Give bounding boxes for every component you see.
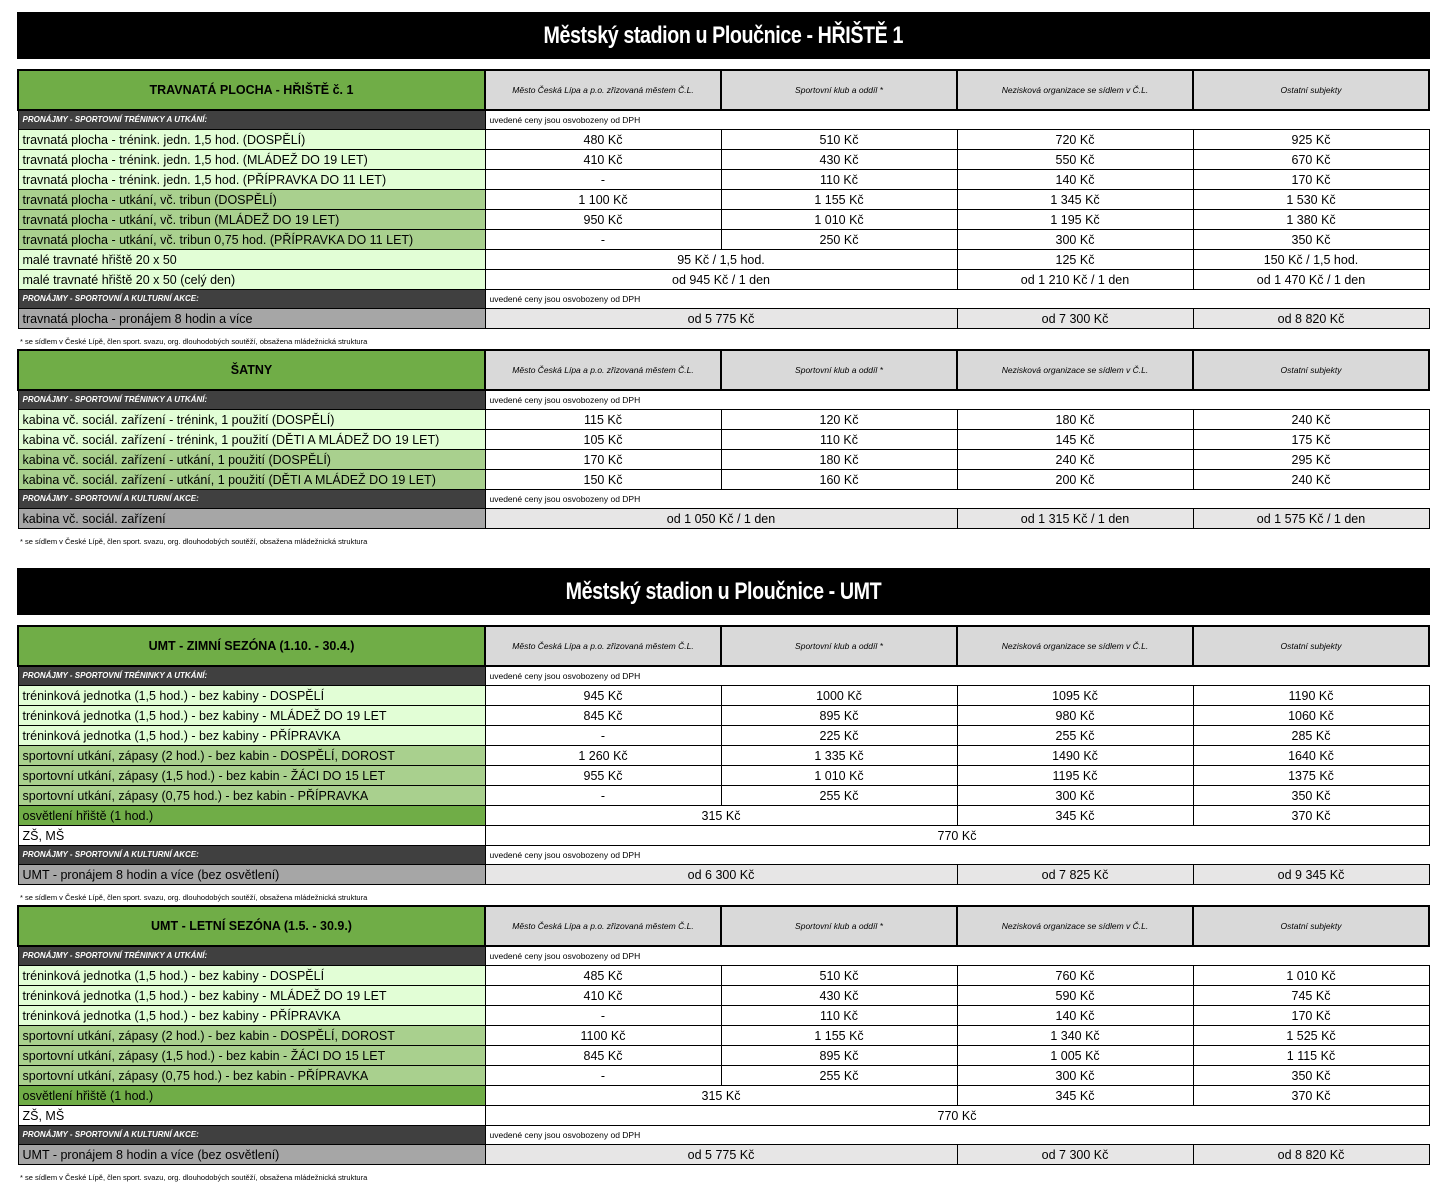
section-label: PRONÁJMY - SPORTOVNÍ TRÉNINKY A UTKÁNÍ: (18, 390, 485, 410)
price-cell: 175 Kč (1193, 430, 1429, 450)
row-label: UMT - pronájem 8 hodin a více (bez osvětlení) (18, 865, 485, 885)
price-cell: - (485, 230, 721, 250)
table-row (18, 686, 1429, 706)
table-header (18, 70, 1429, 110)
table-row (18, 410, 1429, 430)
row-label: tréninková jednotka (1,5 hod.) - bez kabiny - DOSPĚLÍ (18, 966, 485, 986)
price-cell: 350 Kč (1193, 230, 1429, 250)
price-cell: 925 Kč (1193, 130, 1429, 150)
price-cell: 1 380 Kč (1193, 210, 1429, 230)
price-cell: 95 Kč / 1,5 hod. (485, 250, 957, 270)
price-cell: - (485, 726, 721, 746)
price-cell: 895 Kč (721, 706, 957, 726)
vat-note: uvedené ceny jsou osvobozeny od DPH (485, 846, 1429, 865)
section-label: PRONÁJMY - SPORTOVNÍ A KULTURNÍ AKCE: (18, 846, 485, 865)
price-cell: 315 Kč (485, 806, 957, 826)
row-label: kabina vč. sociál. zařízení (18, 509, 485, 529)
price-cell: 670 Kč (1193, 150, 1429, 170)
row-label: tréninková jednotka (1,5 hod.) - bez kabiny - MLÁDEŽ DO 19 LET (18, 986, 485, 1006)
table-row (18, 986, 1429, 1006)
row-label: ZŠ, MŠ (18, 826, 485, 846)
table-title: TRAVNATÁ PLOCHA - HŘIŠTĚ č. 1 (18, 70, 485, 110)
price-cell: 255 Kč (721, 786, 957, 806)
price-cell: od 1 575 Kč / 1 den (1193, 509, 1429, 529)
section-row (18, 490, 1429, 509)
category-city: Město Česká Lípa a p.o. zřizovaná městem Č.L. (485, 626, 721, 666)
table-row (18, 786, 1429, 806)
price-cell: 140 Kč (957, 1006, 1193, 1026)
table-header (18, 906, 1429, 946)
row-label: UMT - pronájem 8 hodin a více (bez osvětlení) (18, 1145, 485, 1165)
section-row (18, 666, 1429, 686)
table-row (18, 706, 1429, 726)
table-row (18, 470, 1429, 490)
price-cell: 300 Kč (957, 786, 1193, 806)
price-cell: 1 530 Kč (1193, 190, 1429, 210)
table-row (18, 170, 1429, 190)
row-label: osvětlení hřiště (1 hod.) (18, 806, 485, 826)
vat-note: uvedené ceny jsou osvobozeny od DPH (485, 390, 1429, 410)
footnote: * se sídlem v České Lípě, člen sport. svazu, org. dlouhodobých soutěží, obsažena mládežnická struktura (20, 537, 368, 546)
price-cell: 1 005 Kč (957, 1046, 1193, 1066)
table-row (18, 1046, 1429, 1066)
price-cell: 745 Kč (1193, 986, 1429, 1006)
row-label: sportovní utkání, zápasy (0,75 hod.) - bez kabin - PŘÍPRAVKA (18, 786, 485, 806)
price-cell: 115 Kč (485, 410, 721, 430)
stadium-banner-hriste (17, 12, 1430, 59)
price-cell: od 1 315 Kč / 1 den (957, 509, 1193, 529)
row-label: osvětlení hřiště (1 hod.) (18, 1086, 485, 1106)
category-nonprofit: Nezisková organizace se sídlem v Č.L. (957, 350, 1193, 390)
table-row (18, 1066, 1429, 1086)
price-cell: 720 Kč (957, 130, 1193, 150)
price-cell: od 1 470 Kč / 1 den (1193, 270, 1429, 290)
table-row (18, 430, 1429, 450)
price-cell: 250 Kč (721, 230, 957, 250)
row-label: tréninková jednotka (1,5 hod.) - bez kabiny - MLÁDEŽ DO 19 LET (18, 706, 485, 726)
table-row (18, 270, 1429, 290)
price-cell: 510 Kč (721, 966, 957, 986)
price-cell: 370 Kč (1193, 1086, 1429, 1106)
table-row (18, 450, 1429, 470)
price-cell: 1 195 Kč (957, 210, 1193, 230)
price-cell: 845 Kč (485, 1046, 721, 1066)
price-cell: 300 Kč (957, 1066, 1193, 1086)
price-cell: 1 100 Kč (485, 190, 721, 210)
category-other: Ostatní subjekty (1193, 350, 1429, 390)
price-cell: 300 Kč (957, 230, 1193, 250)
table-row (18, 1086, 1429, 1106)
price-cell: 945 Kč (485, 686, 721, 706)
section-label: PRONÁJMY - SPORTOVNÍ A KULTURNÍ AKCE: (18, 490, 485, 509)
section-row (18, 290, 1429, 309)
section-row (18, 946, 1429, 966)
row-label: sportovní utkání, zápasy (2 hod.) - bez kabin - DOSPĚLÍ, DOROST (18, 746, 485, 766)
section-label: PRONÁJMY - SPORTOVNÍ A KULTURNÍ AKCE: (18, 1126, 485, 1145)
price-cell: 1 010 Kč (1193, 966, 1429, 986)
price-cell: od 945 Kč / 1 den (485, 270, 957, 290)
vat-note: uvedené ceny jsou osvobozeny od DPH (485, 110, 1429, 130)
price-cell: 150 Kč / 1,5 hod. (1193, 250, 1429, 270)
table-title: UMT - LETNÍ SEZÓNA (1.5. - 30.9.) (18, 906, 485, 946)
price-cell: 760 Kč (957, 966, 1193, 986)
banner-title: Městský stadion u Ploučnice - HŘIŠTĚ 1 (543, 21, 904, 49)
price-cell: 770 Kč (485, 826, 1429, 846)
price-cell: 1 115 Kč (1193, 1046, 1429, 1066)
row-label: travnatá plocha - utkání, vč. tribun (MLÁDEŽ DO 19 LET) (18, 210, 485, 230)
price-cell: 1 260 Kč (485, 746, 721, 766)
price-table-dressing-rooms (17, 349, 1430, 529)
vat-note: uvedené ceny jsou osvobozeny od DPH (485, 290, 1429, 309)
price-cell: 1 525 Kč (1193, 1026, 1429, 1046)
price-table-umt-winter (17, 625, 1430, 885)
price-cell: 140 Kč (957, 170, 1193, 190)
price-cell: 110 Kč (721, 1006, 957, 1026)
table-row (18, 509, 1429, 529)
table-row (18, 726, 1429, 746)
category-sport-club: Sportovní klub a oddíl * (721, 350, 957, 390)
price-cell: - (485, 786, 721, 806)
price-cell: 170 Kč (1193, 170, 1429, 190)
category-sport-club: Sportovní klub a oddíl * (721, 906, 957, 946)
price-cell: 950 Kč (485, 210, 721, 230)
row-label: kabina vč. sociál. zařízení - utkání, 1 použití (DOSPĚLÍ) (18, 450, 485, 470)
price-cell: od 7 300 Kč (957, 309, 1193, 329)
table-row (18, 1006, 1429, 1026)
price-cell: 955 Kč (485, 766, 721, 786)
category-other: Ostatní subjekty (1193, 70, 1429, 110)
row-label: travnatá plocha - pronájem 8 hodin a více (18, 309, 485, 329)
price-cell: od 5 775 Kč (485, 1145, 957, 1165)
price-cell: 170 Kč (1193, 1006, 1429, 1026)
price-cell: 120 Kč (721, 410, 957, 430)
row-label: malé travnaté hřiště 20 x 50 (18, 250, 485, 270)
section-row (18, 390, 1429, 410)
price-cell: 1 010 Kč (721, 766, 957, 786)
section-label: PRONÁJMY - SPORTOVNÍ A KULTURNÍ AKCE: (18, 290, 485, 309)
section-row (18, 1126, 1429, 1145)
price-cell: 225 Kč (721, 726, 957, 746)
price-cell: 180 Kč (957, 410, 1193, 430)
price-table-grass (17, 69, 1430, 329)
table-row (18, 130, 1429, 150)
price-cell: 285 Kč (1193, 726, 1429, 746)
price-cell: 510 Kč (721, 130, 957, 150)
section-row (18, 110, 1429, 130)
price-cell: 1 340 Kč (957, 1026, 1193, 1046)
price-cell: - (485, 1006, 721, 1026)
table-header (18, 626, 1429, 666)
price-cell: 110 Kč (721, 170, 957, 190)
price-cell: od 1 050 Kč / 1 den (485, 509, 957, 529)
category-sport-club: Sportovní klub a oddíl * (721, 70, 957, 110)
price-cell: od 6 300 Kč (485, 865, 957, 885)
price-cell: 1095 Kč (957, 686, 1193, 706)
row-label: travnatá plocha - utkání, vč. tribun (DOSPĚLÍ) (18, 190, 485, 210)
price-cell: 350 Kč (1193, 786, 1429, 806)
category-city: Město Česká Lípa a p.o. zřizovaná městem Č.L. (485, 70, 721, 110)
vat-note: uvedené ceny jsou osvobozeny od DPH (485, 666, 1429, 686)
category-other: Ostatní subjekty (1193, 626, 1429, 666)
price-cell: 1640 Kč (1193, 746, 1429, 766)
price-cell: - (485, 170, 721, 190)
price-cell: 345 Kč (957, 806, 1193, 826)
price-cell: od 5 775 Kč (485, 309, 957, 329)
price-cell: od 9 345 Kč (1193, 865, 1429, 885)
price-cell: 240 Kč (957, 450, 1193, 470)
vat-note: uvedené ceny jsou osvobozeny od DPH (485, 490, 1429, 509)
table-row (18, 1145, 1429, 1165)
price-cell: 430 Kč (721, 986, 957, 1006)
price-cell: 180 Kč (721, 450, 957, 470)
price-cell: 845 Kč (485, 706, 721, 726)
price-cell: od 8 820 Kč (1193, 1145, 1429, 1165)
category-nonprofit: Nezisková organizace se sídlem v Č.L. (957, 906, 1193, 946)
row-label: kabina vč. sociál. zařízení - utkání, 1 použití (DĚTI A MLÁDEŽ DO 19 LET) (18, 470, 485, 490)
price-cell: 1 345 Kč (957, 190, 1193, 210)
price-cell: 480 Kč (485, 130, 721, 150)
price-cell: 550 Kč (957, 150, 1193, 170)
category-city: Město Česká Lípa a p.o. zřizovaná městem Č.L. (485, 906, 721, 946)
category-nonprofit: Nezisková organizace se sídlem v Č.L. (957, 626, 1193, 666)
table-row (18, 210, 1429, 230)
price-cell: 770 Kč (485, 1106, 1429, 1126)
table-row (18, 746, 1429, 766)
price-cell: 170 Kč (485, 450, 721, 470)
price-cell: 1060 Kč (1193, 706, 1429, 726)
price-cell: 590 Kč (957, 986, 1193, 1006)
price-cell: 255 Kč (957, 726, 1193, 746)
price-cell: 1 155 Kč (721, 1026, 957, 1046)
price-cell: 150 Kč (485, 470, 721, 490)
table-title: ŠATNY (18, 350, 485, 390)
price-cell: 485 Kč (485, 966, 721, 986)
price-cell: 110 Kč (721, 430, 957, 450)
banner-title: Městský stadion u Ploučnice - UMT (565, 577, 882, 605)
price-cell: 200 Kč (957, 470, 1193, 490)
price-table-umt-summer (17, 905, 1430, 1165)
row-label: ZŠ, MŠ (18, 1106, 485, 1126)
footnote: * se sídlem v České Lípě, člen sport. svazu, org. dlouhodobých soutěží, obsažena mládežnická struktura (20, 337, 368, 346)
table-row (18, 1026, 1429, 1046)
price-cell: 255 Kč (721, 1066, 957, 1086)
price-cell: od 7 300 Kč (957, 1145, 1193, 1165)
table-row (18, 966, 1429, 986)
section-label: PRONÁJMY - SPORTOVNÍ TRÉNINKY A UTKÁNÍ: (18, 946, 485, 966)
price-cell: 895 Kč (721, 1046, 957, 1066)
table-row (18, 766, 1429, 786)
footnote: * se sídlem v České Lípě, člen sport. svazu, org. dlouhodobých soutěží, obsažena mládežnická struktura (20, 893, 368, 902)
table-header (18, 350, 1429, 390)
price-cell: 315 Kč (485, 1086, 957, 1106)
price-cell: 1 010 Kč (721, 210, 957, 230)
price-cell: 240 Kč (1193, 410, 1429, 430)
price-cell: 1100 Kč (485, 1026, 721, 1046)
row-label: travnatá plocha - trénink. jedn. 1,5 hod. (DOSPĚLÍ) (18, 130, 485, 150)
price-cell: 345 Kč (957, 1086, 1193, 1106)
price-cell: 1 335 Kč (721, 746, 957, 766)
price-cell: 430 Kč (721, 150, 957, 170)
section-label: PRONÁJMY - SPORTOVNÍ TRÉNINKY A UTKÁNÍ: (18, 666, 485, 686)
row-label: tréninková jednotka (1,5 hod.) - bez kabiny - PŘÍPRAVKA (18, 1006, 485, 1026)
price-cell: 410 Kč (485, 150, 721, 170)
row-label: kabina vč. sociál. zařízení - trénink, 1 použití (DĚTI A MLÁDEŽ DO 19 LET) (18, 430, 485, 450)
price-cell: 125 Kč (957, 250, 1193, 270)
row-label: sportovní utkání, zápasy (2 hod.) - bez kabin - DOSPĚLÍ, DOROST (18, 1026, 485, 1046)
footnote: * se sídlem v České Lípě, člen sport. svazu, org. dlouhodobých soutěží, obsažena mládežnická struktura (20, 1173, 368, 1182)
vat-note: uvedené ceny jsou osvobozeny od DPH (485, 946, 1429, 966)
table-row (18, 826, 1429, 846)
table-row (18, 190, 1429, 210)
table-row (18, 865, 1429, 885)
price-cell: od 8 820 Kč (1193, 309, 1429, 329)
row-label: tréninková jednotka (1,5 hod.) - bez kabiny - DOSPĚLÍ (18, 686, 485, 706)
row-label: travnatá plocha - trénink. jedn. 1,5 hod. (PŘÍPRAVKA DO 11 LET) (18, 170, 485, 190)
table-row (18, 250, 1429, 270)
price-cell: 1195 Kč (957, 766, 1193, 786)
row-label: sportovní utkání, zápasy (1,5 hod.) - bez kabin - ŽÁCI DO 15 LET (18, 766, 485, 786)
category-city: Město Česká Lípa a p.o. zřizovaná městem Č.L. (485, 350, 721, 390)
row-label: tréninková jednotka (1,5 hod.) - bez kabiny - PŘÍPRAVKA (18, 726, 485, 746)
price-cell: 350 Kč (1193, 1066, 1429, 1086)
price-cell: 1375 Kč (1193, 766, 1429, 786)
price-cell: 1190 Kč (1193, 686, 1429, 706)
price-cell: 160 Kč (721, 470, 957, 490)
stadium-banner-umt (17, 568, 1430, 615)
table-title: UMT - ZIMNÍ SEZÓNA (1.10. - 30.4.) (18, 626, 485, 666)
table-row (18, 230, 1429, 250)
category-other: Ostatní subjekty (1193, 906, 1429, 946)
price-cell: 1 155 Kč (721, 190, 957, 210)
price-cell: 145 Kč (957, 430, 1193, 450)
price-cell: 1000 Kč (721, 686, 957, 706)
price-cell: 240 Kč (1193, 470, 1429, 490)
row-label: malé travnaté hřiště 20 x 50 (celý den) (18, 270, 485, 290)
price-cell: od 1 210 Kč / 1 den (957, 270, 1193, 290)
row-label: kabina vč. sociál. zařízení - trénink, 1 použití (DOSPĚLÍ) (18, 410, 485, 430)
row-label: travnatá plocha - trénink. jedn. 1,5 hod. (MLÁDEŽ DO 19 LET) (18, 150, 485, 170)
price-cell: od 7 825 Kč (957, 865, 1193, 885)
price-cell: 370 Kč (1193, 806, 1429, 826)
row-label: travnatá plocha - utkání, vč. tribun 0,75 hod. (PŘÍPRAVKA DO 11 LET) (18, 230, 485, 250)
table-row (18, 1106, 1429, 1126)
row-label: sportovní utkání, zápasy (1,5 hod.) - bez kabin - ŽÁCI DO 15 LET (18, 1046, 485, 1066)
vat-note: uvedené ceny jsou osvobozeny od DPH (485, 1126, 1429, 1145)
price-cell: - (485, 1066, 721, 1086)
price-cell: 105 Kč (485, 430, 721, 450)
table-row (18, 309, 1429, 329)
table-row (18, 150, 1429, 170)
price-cell: 1490 Kč (957, 746, 1193, 766)
price-cell: 295 Kč (1193, 450, 1429, 470)
row-label: sportovní utkání, zápasy (0,75 hod.) - bez kabin - PŘÍPRAVKA (18, 1066, 485, 1086)
price-cell: 410 Kč (485, 986, 721, 1006)
category-nonprofit: Nezisková organizace se sídlem v Č.L. (957, 70, 1193, 110)
category-sport-club: Sportovní klub a oddíl * (721, 626, 957, 666)
section-label: PRONÁJMY - SPORTOVNÍ TRÉNINKY A UTKÁNÍ: (18, 110, 485, 130)
price-cell: 980 Kč (957, 706, 1193, 726)
section-row (18, 846, 1429, 865)
table-row (18, 806, 1429, 826)
